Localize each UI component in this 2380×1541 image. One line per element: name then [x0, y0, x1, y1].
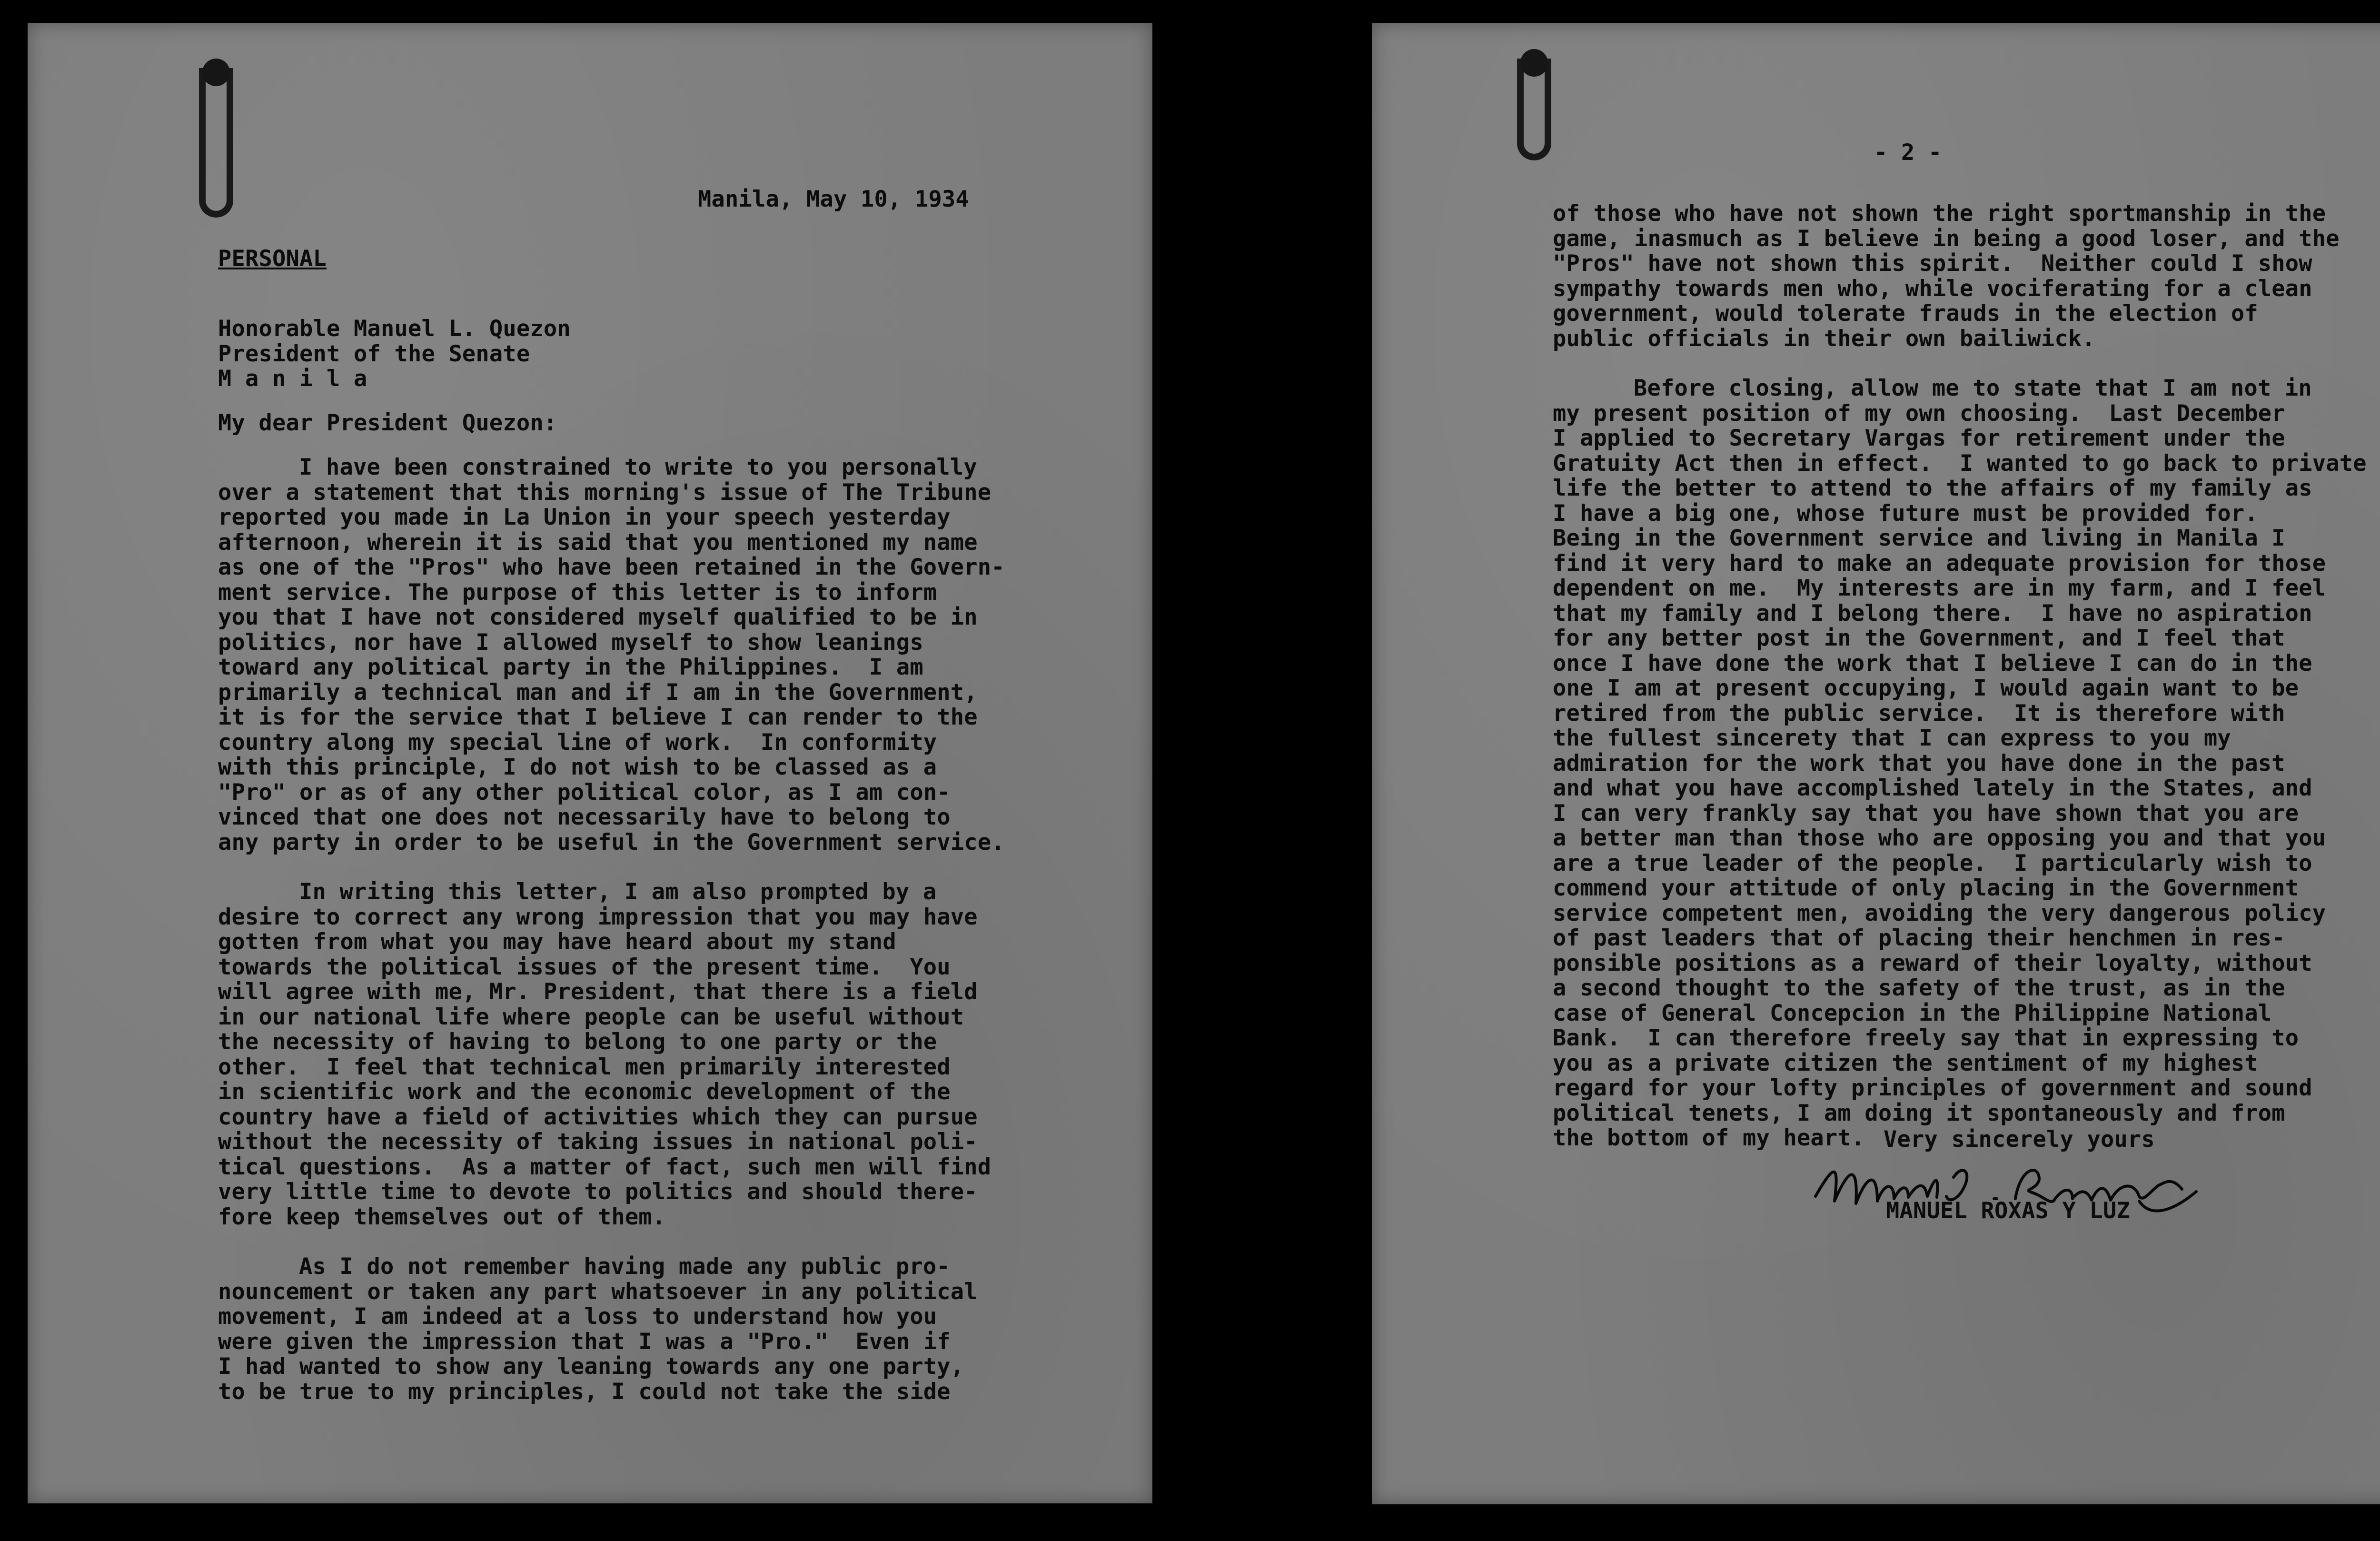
paper-clip-mark: [199, 68, 233, 218]
page-number: - 2 -: [1874, 139, 1942, 166]
text-line: Bank. I can therefore freely say that in expressing to: [1553, 1025, 2299, 1051]
text-line: my present position of my own choosing. Last December: [1553, 400, 2285, 427]
salutation: My dear President Quezon:: [218, 410, 557, 436]
text-line: "Pro" or as of any other political color, as I am con-: [218, 779, 951, 805]
text-line: afternoon, wherein it is said that you mentioned my name: [218, 529, 978, 556]
text-line: public officials in their own bailiwick.: [1553, 325, 2095, 352]
text-line: fore keep themselves out of them.: [218, 1203, 666, 1230]
text-line: to be true to my principles, I could not take the side: [218, 1378, 951, 1405]
text-line: you as a private citizen the sentiment of my highest: [1553, 1050, 2258, 1076]
addressee-block: [218, 317, 571, 392]
text-line: reported you made in La Union in your speech yesterday: [218, 504, 951, 530]
text-line: in scientific work and the economic development of the: [218, 1079, 951, 1105]
text-line: primarily a technical man and if I am in the Government,: [218, 679, 978, 706]
text-line: I have been constrained to write to you personally: [299, 454, 977, 480]
addressee-line: M a n i l a: [218, 366, 367, 392]
text-line: in our national life where people can be useful without: [218, 1004, 964, 1030]
text-line: desire to correct any wrong impression that you may have: [218, 904, 978, 930]
text-line: sympathy towards men who, while vociferating for a clean: [1553, 275, 2312, 302]
dateline: Manila, May 10, 1934: [698, 186, 969, 212]
text-line: it is for the service that I believe I can render to the: [218, 704, 978, 730]
text-line: any party in order to be useful in the Government service.: [218, 829, 1005, 855]
addressee-line: Honorable Manuel L. Quezon: [218, 316, 571, 342]
complimentary-close: Very sincerely yours: [1884, 1126, 2155, 1153]
letter-body: [218, 455, 1005, 1429]
typed-signature-name: MANUEL ROXAS Y LUZ: [1886, 1198, 2130, 1224]
text-line: with this principle, I do not wish to be classed as a: [218, 754, 937, 780]
text-line: country have a field of activities which they can pursue: [218, 1104, 978, 1130]
letter-body: [1553, 201, 2367, 1176]
text-line: other. I feel that technical men primarily interested: [218, 1054, 951, 1080]
paper-clip-mark: [1517, 59, 1551, 160]
text-line: a second thought to the safety of the trust, as in the: [1553, 975, 2285, 1001]
paragraph: [1553, 376, 2367, 1151]
text-line: In writing this letter, I am also prompted by a: [299, 879, 937, 905]
paragraph: [1553, 201, 2367, 351]
text-line: politics, nor have I allowed myself to show leanings: [218, 629, 923, 656]
text-line: game, inasmuch as I believe in being a good loser, and the: [1553, 225, 2340, 252]
text-line: are a true leader of the people. I particularly wish to: [1553, 850, 2312, 876]
text-line: the bottom of my heart.: [1553, 1125, 1865, 1151]
text-line: movement, I am indeed at a loss to understand how you: [218, 1303, 937, 1330]
text-line: tical questions. As a matter of fact, such men will find: [218, 1153, 992, 1180]
text-line: a better man than those who are opposing you and that you: [1553, 825, 2326, 851]
text-line: life the better to attend to the affairs of my family as: [1553, 475, 2312, 501]
text-line: very little time to devote to politics and should there-: [218, 1179, 978, 1205]
text-line: you that I have not considered myself qualified to be in: [218, 604, 978, 630]
text-line: "Pros" have not shown this spirit. Neither could I show: [1553, 250, 2312, 277]
text-line: government, would tolerate frauds in the election of: [1553, 300, 2258, 327]
text-line: As I do not remember having made any public pro-: [299, 1253, 950, 1280]
addressee-line: President of the Senate: [218, 340, 530, 367]
text-line: the necessity of having to belong to one party or the: [218, 1029, 937, 1055]
text-line: commend your attitude of only placing in the Government: [1553, 875, 2299, 901]
text-line: without the necessity of taking issues in national poli-: [218, 1129, 978, 1155]
text-line: of past leaders that of placing their henchmen in res-: [1553, 925, 2285, 951]
text-line: Before closing, allow me to state that I am not in: [1634, 375, 2312, 401]
paragraph: [218, 1254, 1005, 1404]
text-line: and what you have accomplished lately in the States, and: [1553, 775, 2312, 801]
text-line: the fullest sincerety that I can express to you my: [1553, 725, 2231, 751]
text-line: as one of the "Pros" who have been retained in the Govern-: [218, 554, 1005, 580]
text-line: find it very hard to make an adequate provision for those: [1553, 550, 2326, 577]
text-line: Being in the Government service and living in Manila I: [1553, 525, 2285, 551]
text-line: Gratuity Act then in effect. I wanted to go back to private: [1553, 450, 2367, 477]
text-line: I have a big one, whose future must be provided for.: [1553, 500, 2258, 527]
text-line: for any better post in the Government, and I feel that: [1553, 625, 2285, 651]
text-line: regard for your lofty principles of government and sound: [1553, 1075, 2312, 1101]
letter-page-2: [1372, 23, 2380, 1504]
text-line: will agree with me, Mr. President, that there is a field: [218, 979, 978, 1005]
paragraph: [218, 455, 1005, 855]
text-line: over a statement that this morning's issue of The Tribune: [218, 479, 992, 506]
text-line: I applied to Secretary Vargas for retirement under the: [1553, 425, 2285, 451]
text-line: toward any political party in the Philippines. I am: [218, 654, 923, 680]
text-line: vinced that one does not necessarily have to belong to: [218, 804, 951, 830]
text-line: case of General Concepcion in the Philippine National: [1553, 1000, 2272, 1026]
paragraph: [218, 880, 1005, 1230]
text-line: that my family and I belong there. I have no aspiration: [1553, 600, 2312, 626]
text-line: admiration for the work that you have done in the past: [1553, 750, 2285, 776]
text-line: once I have done the work that I believe I can do in the: [1553, 650, 2312, 676]
text-line: retired from the public service. It is therefore with: [1553, 700, 2285, 726]
text-line: political tenets, I am doing it spontaneously and from: [1553, 1100, 2285, 1126]
text-line: ponsible positions as a reward of their loyalty, without: [1553, 950, 2312, 976]
text-line: ment service. The purpose of this letter is to inform: [218, 579, 937, 606]
text-line: service competent men, avoiding the very dangerous policy: [1553, 900, 2326, 926]
text-line: towards the political issues of the present time. You: [218, 954, 951, 980]
text-line: I had wanted to show any leaning towards any one party,: [218, 1353, 964, 1380]
text-line: were given the impression that I was a "Pro." Even if: [218, 1328, 951, 1355]
text-line: of those who have not shown the right sportmanship in the: [1553, 200, 2326, 227]
text-line: country along my special line of work. In conformity: [218, 729, 937, 756]
letter-page-1: [28, 23, 1152, 1503]
text-line: nouncement or taken any part whatsoever in any political: [218, 1278, 978, 1305]
text-line: I can very frankly say that you have shown that you are: [1553, 800, 2299, 826]
text-line: dependent on me. My interests are in my farm, and I feel: [1553, 575, 2326, 601]
text-line: one I am at present occupying, I would again want to be: [1553, 675, 2299, 701]
personal-marking: PERSONAL: [218, 246, 327, 272]
text-line: gotten from what you may have heard about my stand: [218, 929, 896, 955]
